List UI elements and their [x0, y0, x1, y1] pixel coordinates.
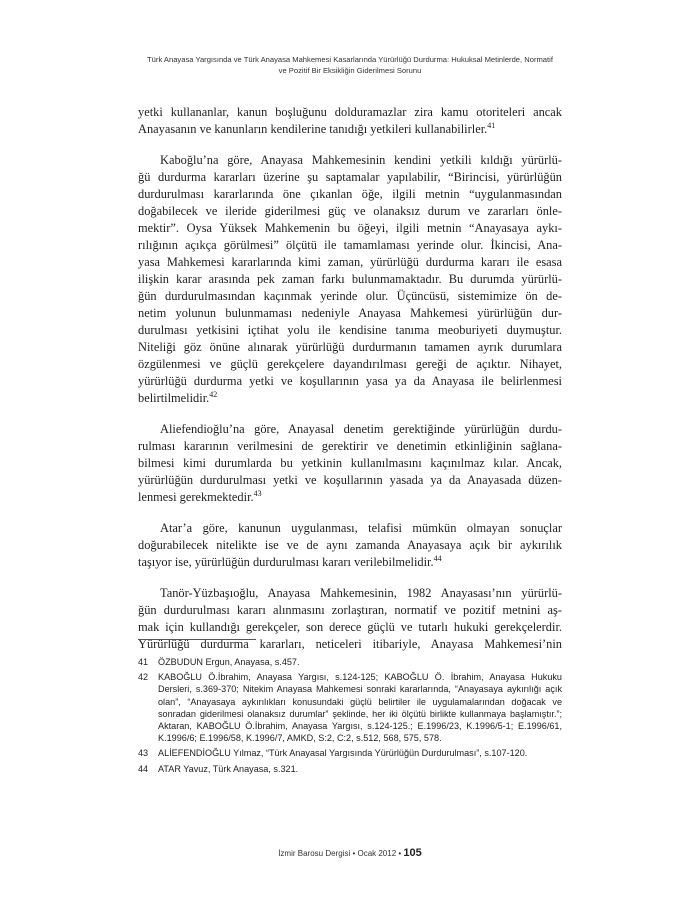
footnote-42	[138, 671, 562, 744]
text-line: Yürürlüğü durdurma kararları, neticeleri itibariyle, Anayasa Mahkemesi’nin	[138, 637, 562, 651]
text-line: rılığının açıkça görülmesi” ölçütü ile tamamlaması yerinde olur. İkincisi, Ana-	[138, 238, 562, 252]
footnote-number: 41	[138, 657, 149, 667]
paragraph-2	[138, 152, 562, 407]
text-line: yetki kullananlar, kanun boşluğunu dolduramazlar zira kamu otoriteleri ancak	[138, 105, 562, 119]
text-line: durulması yetkisini içtihat yolu ile kendisine tanıma meoburiyeti duymuştur.	[138, 323, 562, 337]
text-line: belirtilmelidir.$^{42}$	[138, 389, 218, 405]
text-line: mektir”. Oysa Yüksek Mahkemenin bu öğeyi, ilgili metnin “Anayasaya aykı-	[138, 221, 562, 235]
paragraph-5	[138, 585, 562, 653]
text-line: Niteliği göz önüne alınarak yürürlüğü durdurmanın tamamen ayrık durumlara	[138, 340, 562, 354]
footnote-ref-43[interactable]: 43	[253, 488, 262, 498]
footnote-ref-42[interactable]: 42	[209, 389, 218, 399]
text-line: bilmesi kimi durumlarda bu yetkinin kullanılmasını kaçınılmaz kılar. Ancak,	[138, 456, 562, 470]
paragraph-4	[138, 520, 562, 571]
text-line: ilişkin karar arasında pek zaman farkı bulunmamaktadır. Bu durumda yürürlü-	[138, 272, 562, 286]
text-line: netim yolunun bulunmaması nedeniyle Anayasa Mahkemesi yürürlüğün dur-	[138, 306, 562, 320]
text-line: Anayasanın ve kanunların kendilerine tanıdığı yetkileri kullanabilirler.$^{41}$	[138, 120, 496, 136]
text-line: ğün durdurulmasından kaçınmak yerinde olur. Üçüncüsü, sistemimize ön de-	[138, 289, 562, 303]
footnote-text: KABOĞLU Ö.İbrahim, Anayasa Yargısı, s.124-125; KABOĞLU Ö. İbrahim, Anayasa Hukuku Dersleri, s.369-370; Nitekim Anayasa Mahkemesi sonraki kararlarında, “Anayasaya aykırılığı açık olan”, “Anayasaya aykırılıkları konusundaki güçlü belirtiler ile uygulamalarından doğacak ve sonradan giderilmesi olanaksız durumlar” şeklinde, her iki ölçütü birlikte kullanmaya başlamıştır.”; Aktaran, KABOĞLU Ö.İbrahim, Anayasa Yargısı, s.124-125.; E.1996/23, K.1996/5-1; E.1996/61, K.1996/6; E.1996/58, K.1996/7, AMKD, S:2, C:2, s.512, 568, 575, 578.	[158, 672, 562, 744]
text-line: ğü durdurma kararları üzerine şu saptamalar yapılabilir, “Birincisi, yürürlüğün	[138, 170, 562, 184]
text-line: Kaboğlu’na göre, Anayasa Mahkemesinin kendini yetkili kıldığı yürürlü-	[160, 153, 562, 167]
text-line: yürürlüğün durdurulması yetki ve koşullarının yasada ya da Anayasada düzen-	[138, 473, 562, 487]
footnote-44	[138, 763, 562, 775]
footnote-text: ALİEFENDİOĞLU Yılmaz, “Türk Anayasal Yargısında Yürürlüğün Durdurulması”, s.107-120.	[158, 748, 528, 759]
footnote-41	[138, 656, 562, 668]
footnote-number: 43	[138, 748, 149, 759]
footnote-ref-44[interactable]: 44	[433, 553, 442, 563]
running-header-line-2: ve Pozitif Bir Eksikliğin Giderilmesi Sorunu	[278, 66, 422, 75]
running-header-line-1: Türk Anayasa Yargısında ve Türk Anayasa Mahkemesi Kasarlarında Yürürlüğü Durdurma: Hukuksal Metinlerde, Normatif	[147, 55, 553, 64]
text-line: taşıyor ise, yürürlüğün durdurulması kararı verilebilmelidir.$^{44}$	[138, 553, 442, 569]
text-line: yasa Mahkemesi kararlarında kimi zaman, yürürlüğü durdurma kararı ile esasa	[138, 255, 562, 269]
text-line: lenmesi gerekmektedir.$^{43}$	[138, 488, 262, 504]
footnote-text: ATAR Yavuz, Türk Anayasa, s.321.	[158, 763, 299, 774]
footnotes	[138, 656, 562, 778]
running-header	[120, 54, 580, 76]
text-line: Atar’a göre, kanunun uygulanması, telafisi mümkün olmayan sonuçlar	[160, 521, 562, 535]
page-number: 105	[403, 847, 422, 859]
paragraph-3	[138, 421, 562, 506]
text-line: doğabilecek ve ileride giderilmesi güç ve olanaksız durum ve zararları önle-	[138, 204, 562, 218]
paragraph-1	[138, 104, 562, 138]
text-line: durdurulması kararlarında öne çıkanlan öğe, ilgili metnin “uygulanmasından	[138, 187, 562, 201]
footnote-text: ÖZBUDUN Ergun, Anayasa, s.457.	[158, 657, 300, 667]
footnote-ref-41[interactable]: 41	[487, 120, 496, 130]
text-line: rulması kararının verilmesini de gerektirir ve denetimin etkinliğinin sağlana-	[138, 439, 562, 453]
text-line: mak için kullandığı gerekçeler, son derece güçlü ve tutarlı hukuki gerekçelerdir.	[138, 620, 562, 634]
text-line: ğün durdurulması kararı alınmasını zorlaştıran, normatif ve pozitif metnini aş-	[138, 603, 562, 617]
journal-name: İzmir Barosu Dergisi • Ocak 2012 •	[278, 849, 402, 858]
text-line: yürürlüğü durdurma yetki ve koşullarının yasa ya da Anayasa ile belirlenmesi	[138, 374, 562, 388]
footnote-number: 42	[138, 672, 149, 683]
text-line: Tanör-Yüzbaşıoğlu, Anayasa Mahkemesinin, 1982 Anayasası’nın yürürlü-	[160, 586, 562, 600]
main-text	[138, 104, 562, 667]
text-line: doğurabilecek nitelikte ise ve de aynı zamanda Anayasaya açık bir aykırılık	[138, 538, 562, 552]
footnote-number: 44	[138, 763, 149, 774]
footnote-separator	[138, 639, 256, 640]
footnote-43	[138, 747, 562, 759]
text-line: özgülenmesi ve güçlü gerekçelere dayandırılması gereği de açıktır. Nihayet,	[138, 357, 562, 371]
page-footer	[0, 847, 700, 859]
text-line: Aliefendioğlu’na göre, Anayasal denetim gerektiğinde yürürlüğün durdu-	[160, 422, 562, 436]
